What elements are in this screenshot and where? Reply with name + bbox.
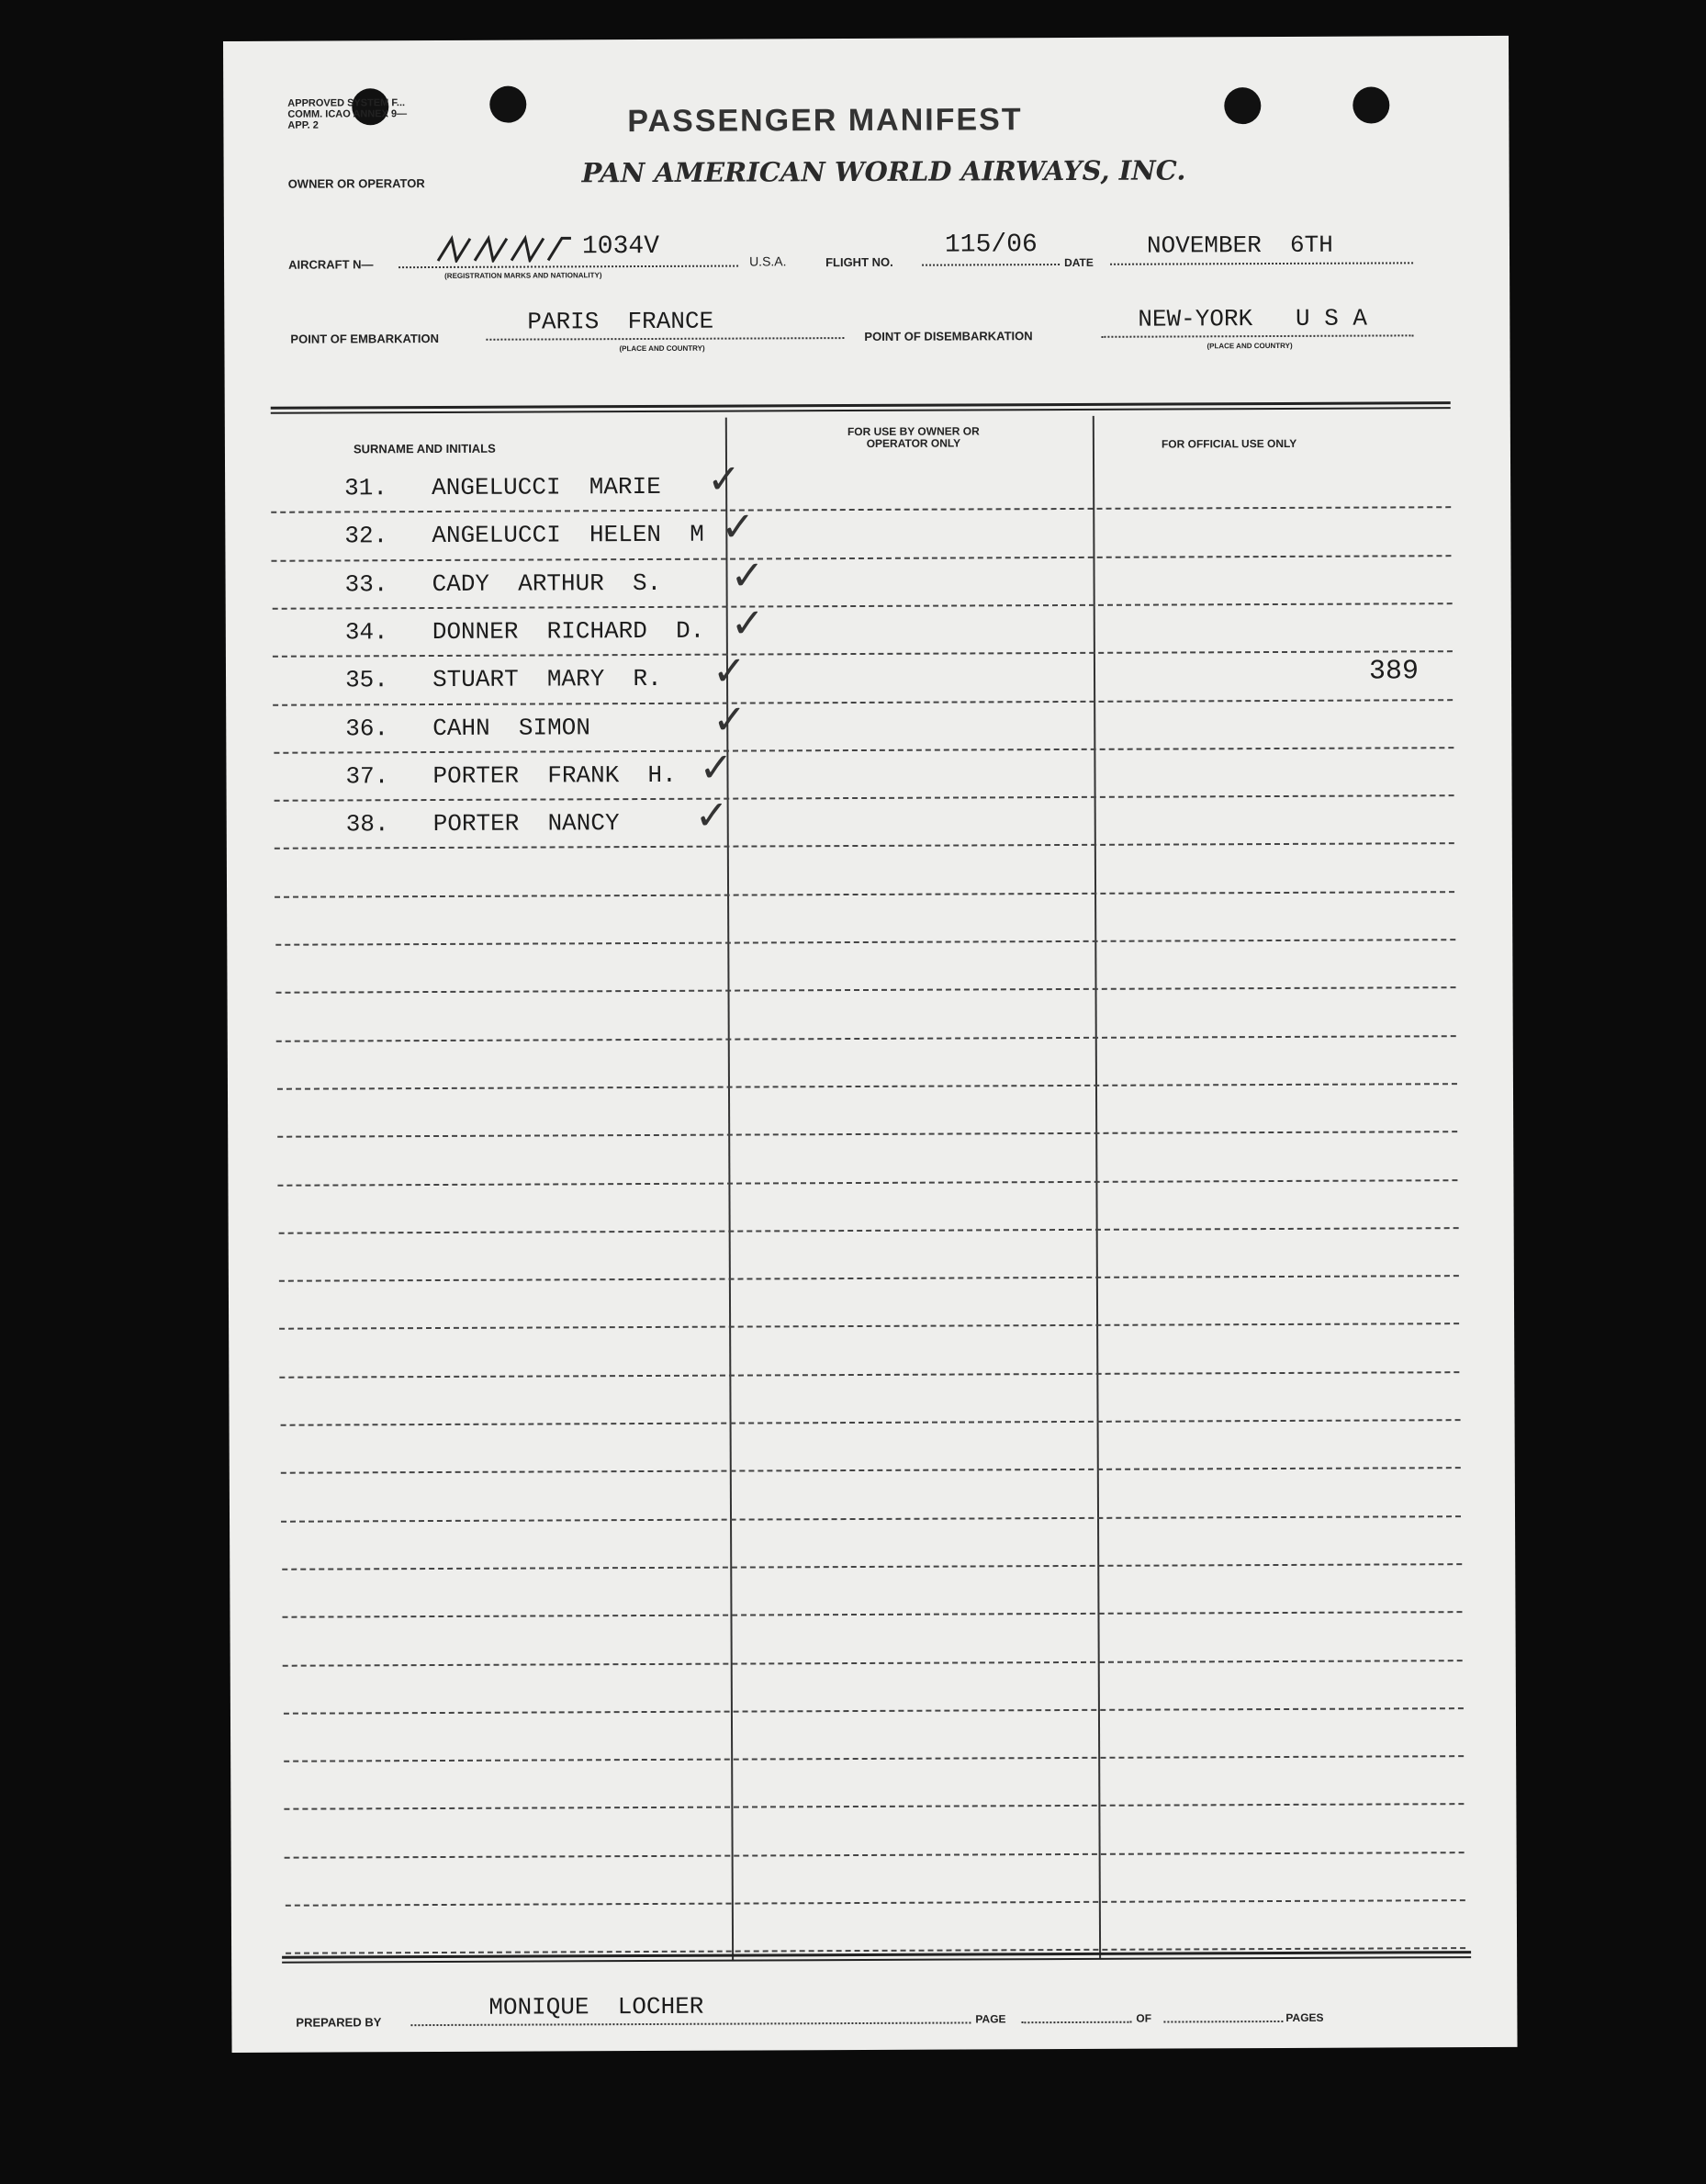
punch-hole	[1224, 87, 1261, 124]
punch-hole	[489, 86, 526, 123]
page-label: PAGE	[975, 2012, 1006, 2026]
row-rule	[281, 1467, 1461, 1474]
passenger-number: 31.	[344, 474, 388, 502]
underline	[1021, 2021, 1131, 2024]
table-row	[227, 792, 1448, 859]
row-rule	[284, 1804, 1464, 1811]
check-mark-icon: ✓	[712, 647, 746, 695]
flight-label: FLIGHT NO.	[825, 254, 893, 270]
row-rule	[275, 891, 1454, 898]
row-rule	[282, 1563, 1462, 1570]
passenger-name: ANGELUCCI MARIE	[432, 472, 661, 502]
table-row	[226, 552, 1447, 619]
row-rule	[279, 1275, 1459, 1282]
underline	[1163, 2021, 1283, 2023]
row-rule	[275, 939, 1455, 946]
row-rule	[278, 1227, 1458, 1234]
row-rule	[277, 1131, 1457, 1138]
passenger-name: STUART MARY R.	[432, 665, 662, 694]
underline	[486, 337, 844, 341]
table-row	[226, 600, 1447, 667]
check-mark-icon: ✓	[730, 600, 765, 647]
passenger-number: 38.	[345, 810, 389, 839]
date-value: NOVEMBER 6TH	[1146, 231, 1333, 260]
passenger-name: DONNER RICHARD D.	[432, 616, 705, 646]
table-row	[226, 744, 1447, 811]
passenger-number: 32.	[344, 522, 388, 550]
check-mark-icon: ✓	[694, 792, 729, 839]
passenger-number: 35.	[344, 666, 388, 694]
row-rule	[278, 1179, 1458, 1187]
row-rule	[283, 1660, 1463, 1667]
disembark-value: NEW-YORK U S A	[1138, 304, 1368, 333]
col-owner-use: FOR USE BY OWNER OR OPERATOR ONLY	[847, 424, 980, 450]
check-mark-icon: ✓	[721, 503, 756, 551]
owner-value: PAN AMERICAN WORLD AIRWAYS, INC.	[581, 154, 1186, 189]
passenger-number: 37.	[345, 762, 389, 791]
table-row	[225, 503, 1446, 570]
crossed-out-registration	[433, 234, 576, 263]
registration-sublabel: (REGISTRATION MARKS AND NATIONALITY)	[444, 271, 602, 280]
disembark-label: POINT OF DISEMBARKATION	[864, 329, 1033, 343]
check-mark-icon: ✓	[713, 696, 747, 744]
passenger-number: 34.	[344, 618, 388, 647]
underline	[1110, 262, 1413, 265]
page-title: PASSENGER MANIFEST	[627, 102, 1023, 140]
passenger-number: 33.	[344, 569, 388, 599]
row-rule	[280, 1371, 1460, 1379]
col-official-use: FOR OFFICIAL USE ONLY	[1161, 436, 1297, 451]
check-mark-icon: ✓	[730, 552, 765, 600]
check-mark-icon: ✓	[699, 744, 734, 792]
manifest-sheet	[223, 36, 1518, 2053]
aircraft-country: U.S.A.	[749, 253, 787, 269]
row-rule	[284, 1755, 1464, 1762]
check-mark-icon: ✓	[706, 456, 742, 503]
table-row	[225, 456, 1446, 523]
row-rule	[281, 1515, 1461, 1523]
punch-hole	[1352, 86, 1389, 123]
underline	[410, 2021, 971, 2026]
passenger-name: PORTER NANCY	[432, 809, 620, 839]
prepared-value: MONIQUE LOCHER	[488, 1992, 704, 2021]
row-rule	[276, 986, 1456, 994]
passenger-name: CADY ARTHUR S.	[432, 569, 662, 598]
flight-number: 115/06	[944, 231, 1038, 260]
underline	[922, 264, 1060, 266]
row-rule	[285, 1852, 1465, 1859]
row-rule	[286, 1899, 1465, 1907]
table-row	[226, 696, 1447, 763]
col-surname: SURNAME AND INITIALS	[353, 441, 496, 456]
passenger-name: PORTER FRANK H.	[432, 760, 677, 790]
prepared-label: PREPARED BY	[296, 2015, 382, 2030]
row-rule	[282, 1611, 1462, 1618]
official-use-value: 389	[1368, 656, 1420, 688]
table-row	[226, 647, 1447, 715]
place-sublabel: (PLACE AND COUNTRY)	[619, 343, 705, 354]
approval-note: APPROVED SYSTEM F... COMM. ICAO ANNEX 9—APP. 2	[287, 97, 408, 131]
row-rule	[280, 1419, 1460, 1426]
passenger-number: 36.	[345, 714, 389, 742]
row-rule	[276, 1035, 1456, 1042]
place-sublabel: (PLACE AND COUNTRY)	[1207, 341, 1293, 351]
of-label: OF	[1136, 2011, 1152, 2025]
pages-label: PAGES	[1285, 2010, 1324, 2024]
passenger-name: CAHN SIMON	[432, 713, 590, 742]
date-label: DATE	[1064, 255, 1094, 270]
passenger-name: ANGELUCCI HELEN M	[432, 521, 704, 550]
row-rule	[283, 1707, 1463, 1715]
row-rule	[279, 1323, 1459, 1331]
embark-label: POINT OF EMBARKATION	[290, 331, 439, 346]
owner-label: OWNER OR OPERATOR	[287, 176, 425, 191]
underline	[1101, 334, 1413, 337]
aircraft-number: 1034V	[581, 231, 660, 262]
underline	[398, 265, 738, 269]
embark-value: PARIS FRANCE	[527, 307, 714, 336]
row-rule	[277, 1083, 1457, 1090]
aircraft-label: AIRCRAFT N—	[288, 257, 374, 272]
